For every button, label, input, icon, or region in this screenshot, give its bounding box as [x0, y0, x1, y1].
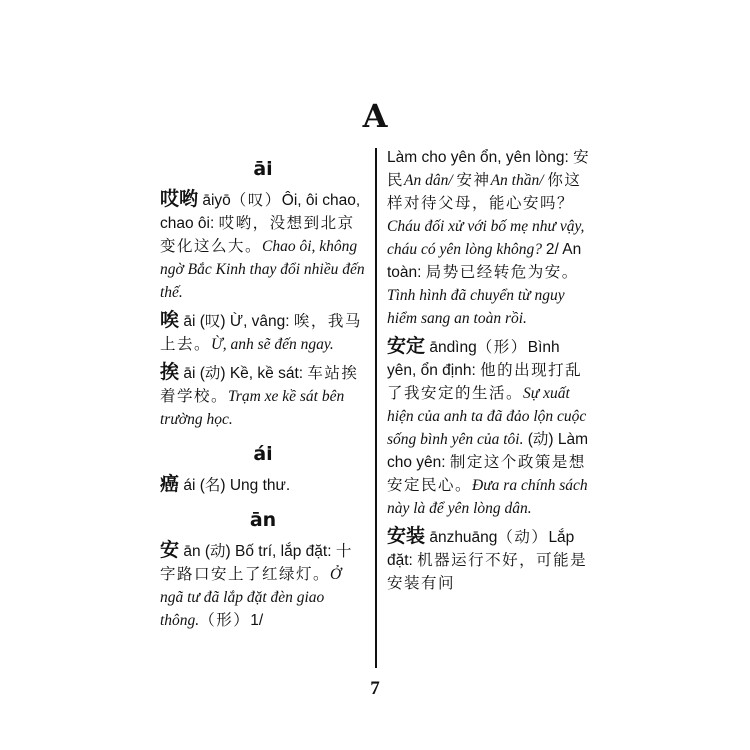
example-chinese: 十字路口安上了红绿灯。 [160, 542, 353, 583]
example-vietnamese: An thần/ [490, 172, 544, 189]
definition-2: Làm cho yên: [387, 431, 589, 471]
section-letter: A [362, 97, 388, 135]
example-vietnamese: Trạm xe kề sát bên trường học. [160, 388, 345, 428]
headword: 安装 [387, 525, 426, 547]
entry-an-continued [387, 146, 592, 330]
entry-ai-near [160, 361, 366, 431]
example-chinese: 局势已经转危为安。 [425, 263, 579, 281]
part-of-speech: (名) [195, 477, 230, 494]
pinyin: ān [179, 543, 201, 560]
example-chinese: 唉，我马上去。 [160, 312, 362, 353]
part-of-speech: (叹) [195, 313, 230, 330]
example-vietnamese: An dân/ [404, 172, 453, 189]
definition-2: An toàn: [387, 241, 582, 281]
example-chinese: 他的出现打乱了我安定的生活。 [387, 361, 583, 402]
example-vietnamese: Chao ôi, không ngờ Bắc Kinh thay đổi nhiều đến thế. [160, 238, 365, 301]
entry-ai-cancer [160, 473, 366, 497]
entry-anding [387, 335, 592, 520]
part-of-speech-2: (动) [523, 431, 558, 448]
sense-number: 1/ [250, 612, 264, 629]
example-chinese: 安民 [387, 148, 591, 189]
entry-an [160, 539, 366, 632]
part-of-speech: （形） [476, 338, 528, 356]
headword: 挨 [160, 361, 180, 383]
example-vietnamese: Sự xuất hiện của anh ta đã đảo lộn cuộc sống bình yên của tôi. [387, 385, 587, 448]
entry-aiyo [160, 188, 366, 304]
example-chinese: 安神 [456, 171, 491, 189]
headword: 安 [160, 539, 180, 561]
right-column [387, 146, 592, 600]
sense-number: 2/ [545, 241, 563, 258]
definition: Bình yên, ổn định: [387, 339, 560, 379]
definition: Ôi, ôi chao, chao ôi: [160, 192, 361, 232]
example-vietnamese: Ở ngã tư đã lắp đặt đèn giao thông. [160, 566, 342, 629]
example-vietnamese: Đưa ra chính sách này là để yên lòng dân. [387, 477, 588, 517]
definition: Ừ, vâng: [229, 313, 294, 330]
definition: Lắp đặt: [387, 529, 575, 569]
entry-anzhuang [387, 525, 592, 595]
pinyin-heading-ai2: ái [253, 443, 273, 465]
part-of-speech: （动） [497, 528, 549, 546]
example-vietnamese: Cháu đối xử với bố mẹ như vậy, cháu có yên lòng không? [387, 218, 585, 258]
pinyin: āi [179, 313, 196, 330]
pinyin-heading-an: ān [249, 509, 277, 531]
example-chinese: 哎哟，没想到北京变化这么大。 [160, 214, 355, 255]
definition: Kề, kề sát: [229, 365, 308, 382]
definition: Bố trí, lắp đặt: [235, 543, 336, 560]
pinyin: ái [179, 477, 196, 494]
example-vietnamese: Ừ, anh sẽ đến ngay. [211, 336, 334, 353]
part-of-speech-2: （形） [199, 611, 251, 629]
example-vietnamese: Tình hình đã chuyển từ nguy hiểm sang an toàn rồi. [387, 287, 565, 327]
pinyin-heading-ai1: āi [253, 158, 273, 180]
pinyin: ānzhuāng [425, 529, 498, 546]
part-of-speech: (动) [200, 543, 236, 560]
entry-ai-exclaim [160, 309, 366, 356]
example-chinese: 机器运行不好，可能是安装有问 [387, 551, 588, 592]
pinyin: āi [179, 365, 196, 382]
left-column [160, 146, 366, 637]
pinyin: āndìng [425, 339, 477, 356]
part-of-speech: （叹） [230, 191, 282, 209]
example-chinese: 制定这个政策是想安定民心。 [387, 453, 586, 494]
pinyin: āiyō [198, 192, 231, 209]
definition: Ung thư. [229, 477, 291, 494]
part-of-speech: (动) [195, 365, 230, 382]
headword: 安定 [387, 335, 426, 357]
example-chinese: 你这样对待父母，能心安吗？ [387, 171, 582, 212]
column-divider [375, 148, 377, 668]
page-number: 7 [370, 678, 380, 699]
definition: Làm cho yên ổn, yên lòng: [387, 149, 574, 166]
headword: 唉 [160, 309, 180, 331]
headword: 癌 [160, 473, 180, 495]
example-chinese: 车站挨着学校。 [160, 364, 359, 405]
headword: 哎哟 [160, 188, 199, 210]
